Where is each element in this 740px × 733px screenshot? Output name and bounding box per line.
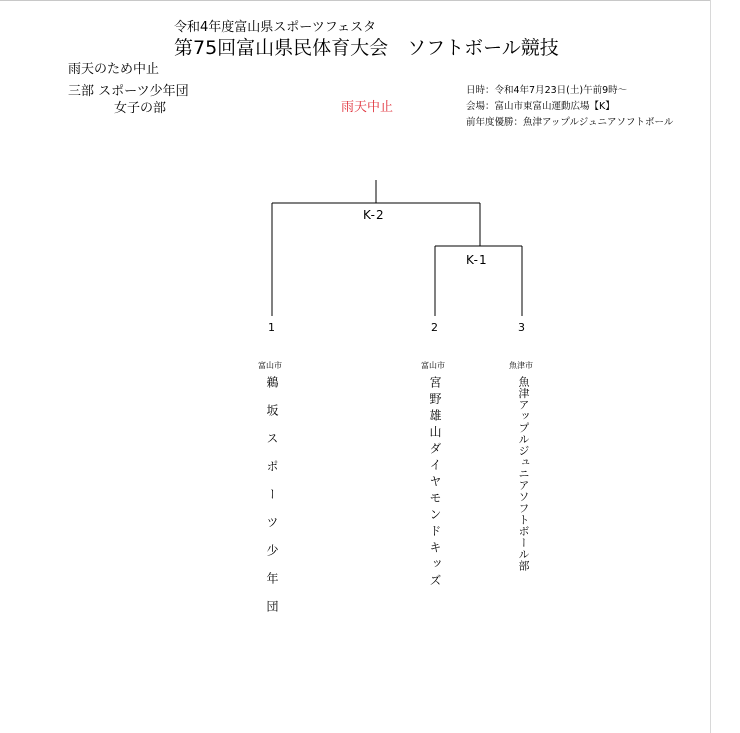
team-name: 魚津アップルジュニアソフトボール部 <box>517 376 530 572</box>
event-subtitle: 令和4年度富山県スポーツフェスタ <box>174 20 377 35</box>
category-label: 女子の部 <box>114 101 167 116</box>
team-name: 宮野雄山ダイヤモンドキッズ <box>428 376 442 591</box>
cancel-status: 雨天中止 <box>341 100 394 115</box>
team-city: 魚津市 <box>509 361 533 370</box>
seed-number: 3 <box>518 321 525 334</box>
match-label-k1: K-1 <box>466 253 488 267</box>
team-name: 鵜坂スポーツ少年団 <box>265 376 279 628</box>
team-city: 富山市 <box>258 361 282 370</box>
seed-number: 2 <box>431 321 438 334</box>
seed-number: 1 <box>268 321 275 334</box>
info-venue: 会場：富山市東富山運動広場【K】 <box>466 101 615 112</box>
team-city: 富山市 <box>421 361 445 370</box>
info-date: 日時：令和4年7月23日(土)午前9時～ <box>466 85 628 96</box>
page-title: 第75回富山県民体育大会 ソフトボール競技 <box>174 37 559 59</box>
info-previous-winner: 前年度優勝：魚津アップルジュニアソフトボール <box>466 117 674 128</box>
cancel-note: 雨天のため中止 <box>68 62 160 77</box>
division-label: 三部 スポーツ少年団 <box>68 84 189 99</box>
match-label-k2: K-2 <box>363 208 385 222</box>
